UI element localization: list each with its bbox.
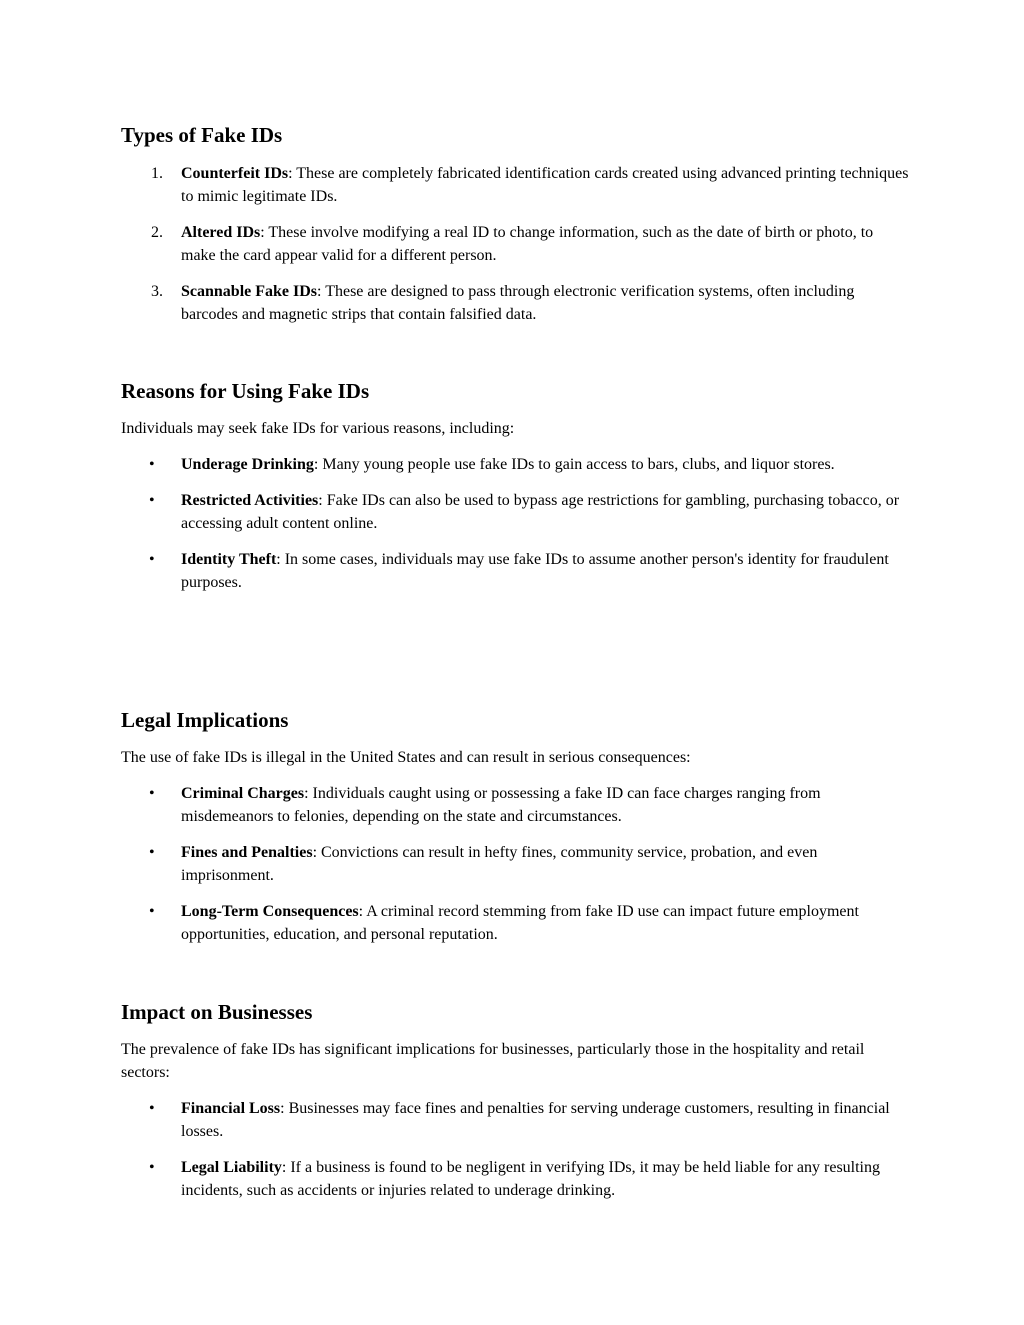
bullet-icon: • (149, 844, 155, 861)
section-impact-on-businesses (121, 999, 911, 1215)
section-intro: The prevalence of fake IDs has significant implications for businesses, particularly those in the hospitality and retail sectors: (121, 1041, 865, 1081)
list-item (121, 221, 911, 267)
list-item-text: : Many young people use fake IDs to gain access to bars, clubs, and liquor stores. (313, 456, 835, 473)
bullet-list (121, 782, 911, 946)
list-item (121, 841, 911, 887)
list-item (121, 489, 911, 535)
list-item-text: : In some cases, individuals may use fake IDs to assume another person's identity for fraudulent purposes. (181, 551, 889, 591)
list-item-term: Financial Loss (181, 1100, 281, 1117)
list-item-text: : Individuals caught using or possessing a fake ID can face charges ranging from misdemeanors to felonies, depending on the state and circumstances. (181, 785, 821, 825)
list-number: 1. (151, 165, 163, 182)
list-item-text: : Businesses may face fines and penalties for serving underage customers, resulting in financial losses. (181, 1100, 890, 1140)
list-item (121, 280, 911, 326)
list-item-text: : These are designed to pass through electronic verification systems, often including barcodes and magnetic strips that contain falsified data. (181, 283, 855, 323)
bullet-list (121, 1097, 911, 1202)
list-item-term: Long-Term Consequences (181, 903, 359, 920)
list-item-text: : If a business is found to be negligent in verifying IDs, it may be held liable for any resulting incidents, such as accidents or injuries related to underage drinking. (181, 1159, 880, 1199)
list-item-term: Legal Liability (181, 1159, 282, 1176)
bullet-icon: • (149, 1159, 155, 1176)
list-item-text: : Convictions can result in hefty fines, community service, probation, and even imprisonment. (181, 844, 818, 884)
section-heading: Types of Fake IDs (121, 123, 283, 147)
bullet-icon: • (149, 1100, 155, 1117)
bullet-icon: • (149, 785, 155, 802)
list-item-term: Underage Drinking (181, 456, 314, 473)
section-intro: The use of fake IDs is illegal in the United States and can result in serious consequences: (121, 749, 691, 766)
list-item-text: : A criminal record stemming from fake ID use can impact future employment opportunities, education, and personal reputation. (181, 903, 859, 943)
list-item-term: Restricted Activities (181, 492, 319, 509)
bullet-icon: • (149, 492, 155, 509)
section-legal-implications (121, 707, 911, 959)
list-item (121, 1156, 911, 1202)
section-heading: Reasons for Using Fake IDs (121, 379, 370, 403)
list-number: 3. (151, 283, 163, 300)
section-reasons-for-using-fake-ids (121, 378, 911, 607)
list-item-term: Identity Theft (181, 551, 277, 568)
section-types-of-fake-ids (121, 122, 911, 339)
section-intro: Individuals may seek fake IDs for various reasons, including: (121, 420, 515, 437)
numbered-list (121, 162, 911, 326)
section-heading: Impact on Businesses (121, 1000, 313, 1024)
list-item-term: Fines and Penalties (181, 844, 313, 861)
list-item-text: : These are completely fabricated identification cards created using advanced printing techniques to mimic legitimate IDs. (181, 165, 909, 205)
list-item (121, 453, 911, 476)
list-item-text: : These involve modifying a real ID to change information, such as the date of birth or photo, to make the card appear valid for a different person. (181, 224, 874, 264)
list-item (121, 900, 911, 946)
section-heading: Legal Implications (121, 708, 289, 732)
list-item-term: Counterfeit IDs (181, 165, 289, 182)
bullet-icon: • (149, 551, 155, 568)
list-item (121, 782, 911, 828)
bullet-icon: • (149, 903, 155, 920)
list-item-term: Altered IDs (181, 224, 261, 241)
list-item-term: Scannable Fake IDs (181, 283, 318, 300)
list-item (121, 162, 911, 208)
list-item-text: : Fake IDs can also be used to bypass age restrictions for gambling, purchasing tobacco, or accessing adult content online. (181, 492, 900, 532)
bullet-list (121, 453, 911, 594)
bullet-icon: • (149, 456, 155, 473)
list-item-term: Criminal Charges (181, 785, 305, 802)
list-item (121, 1097, 911, 1143)
list-item (121, 548, 911, 594)
list-number: 2. (151, 224, 163, 241)
